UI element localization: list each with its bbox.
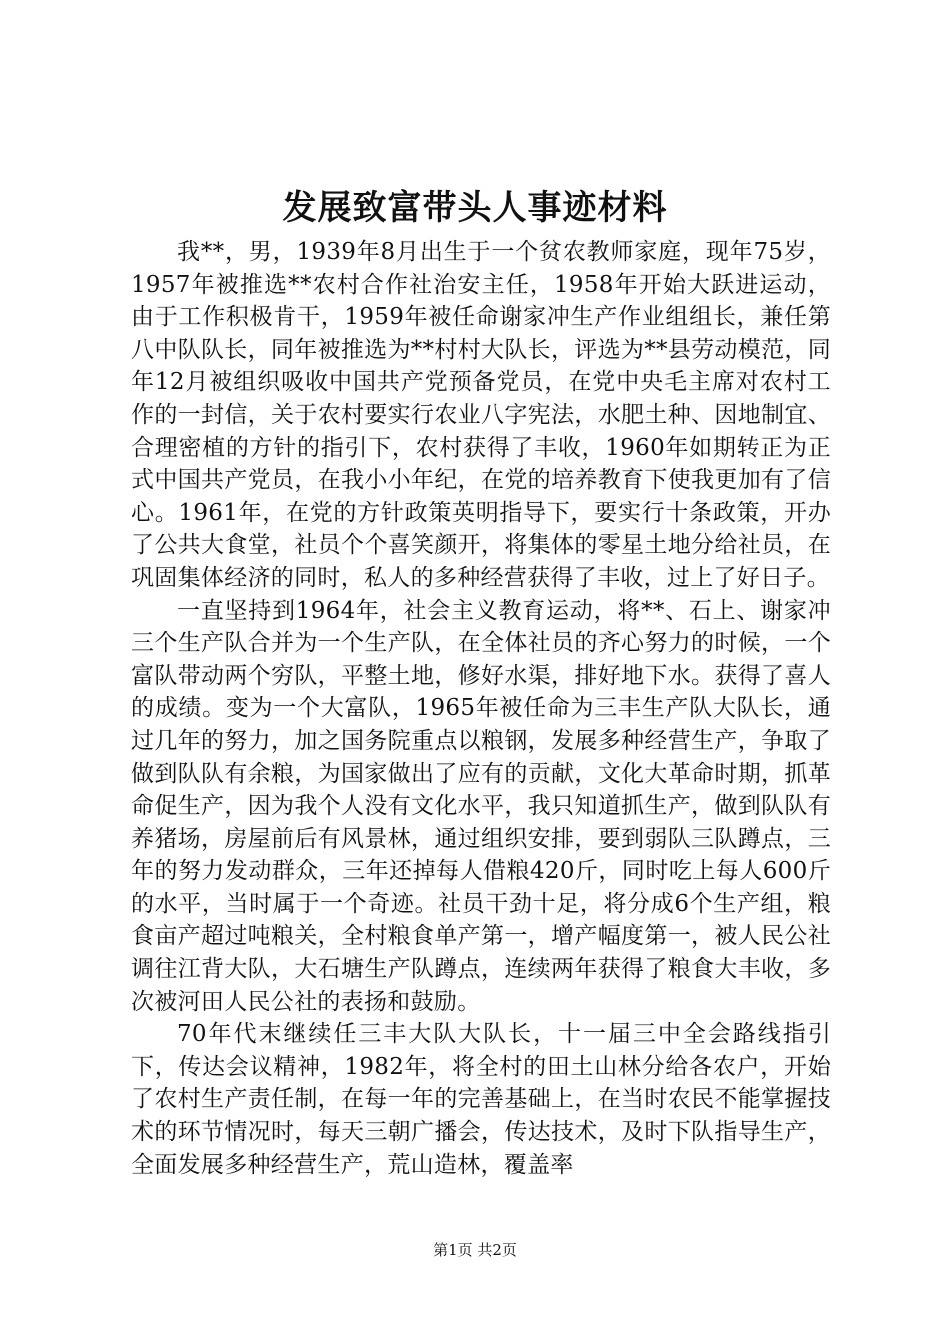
page-footer: 第1页 共2页 (433, 1241, 517, 1259)
paragraph-2: 一直坚持到1964年，社会主义教育运动，将**、石上、谢家冲三个生产队合并为一个生产队，在全体社员的齐心努力的时候，一个富队带动两个穷队，平整土地，修好水渠，排好地下水。获得了喜人的成绩。变为一个大富队，1965年被任命为三丰生产队大队长，通过几年的努力，加之国务院重点以粮钢，发展多种经营生产，争取了做到队队有余粮，为国家做出了应有的贡献，文化大革命时期，抓革命促生产，因为我个人没有文化水平，我只知道抓生产，做到队队有养猪场，房屋前后有风景林，通过组织安排，要到弱队三队蹲点，三年的努力发动群众，三年还掉每人借粮420斤，同时吃上每人600斤的水平，当时属于一个奇迹。社员干劲十足，将分成6个生产组，粮食亩产超过吨粮关，全村粮食单产第一，增产幅度第一，被人民公社调往江背大队，大石塘生产队蹲点，连续两年获得了粮食大丰收，多次被河田人民公社的表扬和鼓励。 (131, 597, 831, 1015)
paragraph-3: 70年代末继续任三丰大队大队长，十一届三中全会路线指引下，传达会议精神，1982年，将全村的田土山林分给各农户，开始了农村生产责任制，在每一年的完善基础上，在当时农民不能掌握技术的环节情况时，每天三朝广播会，传达技术，及时下队指导生产，全面发展多种经营生产，荒山造林，覆盖率 (131, 1021, 831, 1178)
paragraph-1: 我**，男，1939年8月出生于一个贫农教师家庭，现年75岁，1957年被推选**农村合作社治安主任，1958年开始大跃进运动，由于工作积极肯干，1959年被任命谢家冲生产作业组组长，兼任第八中队队长，同年被推选为**村村大队长，评选为**县劳动模范，同年12月被组织吸收中国共产党预备党员，在党中央毛主席对农村工作的一封信，关于农村要实行农业八字宪法，水肥土种、因地制宜、合理密植的方针的指引下，农村获得了丰收，1960年如期转正为正式中国共产党员，在我小小年纪，在党的培养教育下使我更加有了信心。1961年，在党的方针政策英明指导下，要实行十条政策，开办了公共大食堂，社员个个喜笑颜开，将集体的零星土地分给社员，在巩固集体经济的同时，私人的多种经营获得了丰收，过上了好日子。 (131, 239, 831, 591)
document-title: 发展致富带头人事迹材料 (282, 188, 668, 228)
document-body (131, 236, 831, 1181)
